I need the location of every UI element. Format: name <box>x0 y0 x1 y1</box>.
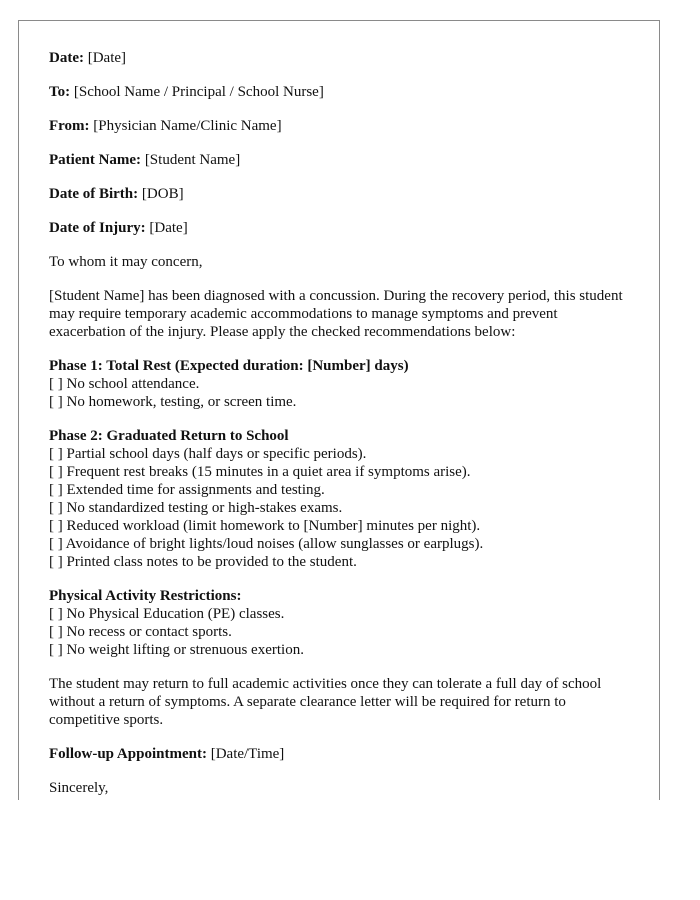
injury-date-label: Date of Injury: <box>49 220 146 236</box>
followup-line <box>49 745 629 763</box>
date-label: Date: <box>49 50 84 66</box>
physical-activity-item: [ ] No recess or contact sports. <box>49 624 232 640</box>
phase2-item: [ ] No standardized testing or high-stakes exams. <box>49 500 343 516</box>
physical-activity-title: Physical Activity Restrictions: <box>49 588 242 604</box>
closing-paragraph: The student may return to full academic activities once they can tolerate a full day of school without a return of symptoms. A separate clearance letter will be required for return to competitive sports. <box>49 676 602 728</box>
phase2-item: [ ] Extended time for assignments and testing. <box>49 482 325 498</box>
from-value: [Physician Name/Clinic Name] <box>93 118 282 134</box>
physical-activity-section <box>49 587 629 659</box>
letter-page <box>18 20 660 800</box>
salutation: To whom it may concern, <box>49 254 203 270</box>
intro-paragraph: [Student Name] has been diagnosed with a concussion. During the recovery period, this student may require temporary academic accommodations to manage symptoms and prevent exacerbation of the injury. Please apply the checked recommendations below: <box>49 288 623 340</box>
phase2-item: [ ] Printed class notes to be provided to the student. <box>49 554 357 570</box>
followup-value: [Date/Time] <box>210 746 285 762</box>
phase2-item: [ ] Reduced workload (limit homework to [Number] minutes per night). <box>49 518 481 534</box>
physical-activity-item: [ ] No weight lifting or strenuous exertion. <box>49 642 304 658</box>
phase1-item: [ ] No school attendance. <box>49 376 200 392</box>
from-label: From: <box>49 118 90 134</box>
to-label: To: <box>49 84 71 100</box>
date-line <box>49 49 629 67</box>
phase2-title: Phase 2: Graduated Return to School <box>49 428 289 444</box>
to-value: [School Name / Principal / School Nurse] <box>73 84 324 100</box>
physical-activity-item: [ ] No Physical Education (PE) classes. <box>49 606 285 622</box>
phase2-item: [ ] Avoidance of bright lights/loud noises (allow sunglasses or earplugs). <box>49 536 484 552</box>
patient-name-value: [Student Name] <box>144 152 241 168</box>
patient-name-line <box>49 151 629 169</box>
from-line <box>49 117 629 135</box>
dob-label: Date of Birth: <box>49 186 139 202</box>
phase2-item: [ ] Partial school days (half days or specific periods). <box>49 446 367 462</box>
to-line <box>49 83 629 101</box>
phase1-item: [ ] No homework, testing, or screen time. <box>49 394 297 410</box>
phase1-title: Phase 1: Total Rest (Expected duration: [Number] days) <box>49 358 409 374</box>
dob-value: [DOB] <box>141 186 184 202</box>
phase1-section <box>49 357 629 411</box>
injury-date-value: [Date] <box>149 220 188 236</box>
date-value: [Date] <box>87 50 127 66</box>
injury-date-line <box>49 219 629 237</box>
followup-label: Follow-up Appointment: <box>49 746 207 762</box>
phase2-item: [ ] Frequent rest breaks (15 minutes in a quiet area if symptoms arise). <box>49 464 471 480</box>
phase2-section <box>49 427 629 571</box>
patient-name-label: Patient Name: <box>49 152 142 168</box>
signoff: Sincerely, <box>49 780 109 796</box>
dob-line <box>49 185 629 203</box>
